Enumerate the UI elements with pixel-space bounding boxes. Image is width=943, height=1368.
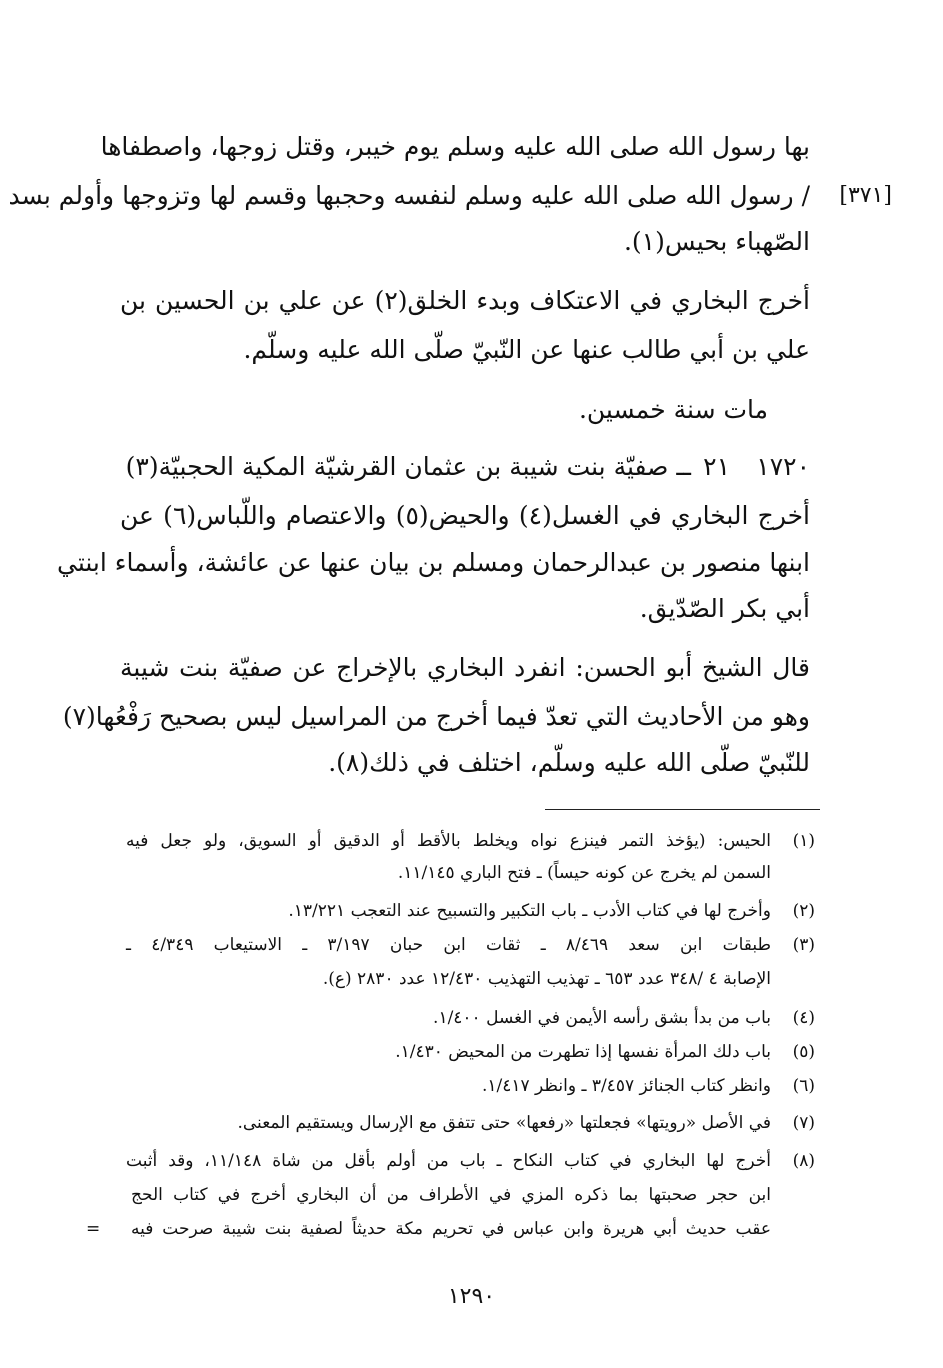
footnote-line: ابن حجر صحبتها بما ذكره المزي في الأطراف من أن البخاري أخرج في كتاب الحج (131, 1185, 771, 1205)
footnote-line: وأخرج لها في كتاب الأدب ـ باب التكبير والتسبيح عند التعجب ١٣/٢٢١. (288, 901, 771, 921)
footnote-number: (٢) (792, 901, 815, 921)
footnote-number: (٦) (792, 1076, 815, 1096)
entry-title: ــ صفيّة بنت شيبة بن عثمان القرشيّة المكية الحجبيّة(٣) (125, 452, 691, 481)
footnote-line: طبقات ابن سعد ٨/٤٦٩ ـ ثقات ابن حبان ٣/١٩٧ ـ الاستيعاب ٤/٣٤٩ ـ (126, 935, 772, 955)
margin-page-reference: [٣٧١] (839, 183, 892, 208)
page-number: ١٢٩٠ (447, 1284, 496, 1309)
footnote-line: باب من بدأ بشق رأسه الأيمن في الغسل ١/٤٠٠. (433, 1008, 771, 1028)
entry-number: ١٧٢٠ (756, 452, 810, 481)
footnote-number: (٨) (792, 1151, 815, 1171)
footnote-line: عقب حديث أبي هريرة وابن عباس في تحريم مكة حديثاً لصفية بنت شيبة صرحت فيه (131, 1219, 771, 1239)
footnote-line: أخرج لها البخاري في كتاب النكاح ـ باب من أولم بأقل من شاة ١١/١٤٨، وقد أثبت (126, 1151, 771, 1171)
footnote-line: في الأصل «رويتها» فجعلتها «رفعها» حتى تتفق مع الإرسال ويستقيم المعنى. (237, 1113, 771, 1133)
body-line: للنّبيّ صلّى الله عليه وسلّم، اختلف في ذلك(٨). (328, 748, 810, 777)
footnote-line: الحيس: (يؤخذ التمر فينزع نواه ويخلط بالأقط أو الدقيق أو السويق، ولو جعل فيه (126, 831, 771, 851)
footnote-separator (545, 809, 820, 810)
body-line: قال الشيخ أبو الحسن: انفرد البخاري بالإخراج عن صفيّة بنت شيبة (120, 653, 810, 682)
footnote-number: (١) (792, 831, 815, 851)
body-line: أخرج البخاري في الاعتكاف وبدء الخلق(٢) عن علي بن الحسين بن (120, 286, 810, 315)
body-line: أبي بكر الصّدّيق. (639, 594, 810, 623)
body-line: مات سنة خمسين. (578, 395, 768, 424)
body-line: الصّهباء بحيس(١). (623, 227, 810, 256)
footnote-line: باب دلك المرأة نفسها إذا تطهرت من المحيض ١/٤٣٠. (395, 1042, 771, 1062)
continuation-mark: = (86, 1219, 101, 1239)
entry-sub-number: ٢١ (703, 452, 730, 481)
footnote-line: وانظر كتاب الجنائز ٣/٤٥٧ ـ وانظر ١/٤١٧. (481, 1076, 771, 1096)
body-line: بها رسول الله صلى الله عليه وسلم يوم خيبر، وقتل زوجها، واصطفاها (100, 132, 810, 161)
body-line: / رسول الله صلى الله عليه وسلم لنفسه وحجبها وقسم لها وتزوجها وأولم بسد (8, 181, 810, 210)
footnote-line: السمن لم يخرج عن كونه حيساً) ـ فتح الباري ١١/١٤٥. (397, 863, 771, 883)
footnote-line: الإصابة ٤ /٣٤٨ عدد ٦٥٣ ـ تهذيب التهذيب ١٢/٤٣٠ عدد ٢٨٣٠ (ع). (322, 969, 771, 989)
footnote-number: (٣) (792, 935, 815, 955)
body-line: علي بن أبي طالب عنها عن النّبيّ صلّى الله عليه وسلّم. (243, 335, 810, 364)
footnote-number: (٧) (792, 1113, 815, 1133)
body-line: وهو من الأحاديث التي تعدّ فيما أخرج من المراسيل ليس بصحيح رَفْعُها(٧) (62, 702, 810, 731)
footnote-number: (٤) (792, 1008, 815, 1028)
body-line: ابنها منصور بن عبدالرحمان ومسلم بن بيان عنها عن عائشة، وأسماء ابنتي (56, 548, 810, 577)
body-line: أخرج البخاري في الغسل(٤) والحيض(٥) والاعتصام واللّباس(٦) عن (120, 501, 811, 530)
footnote-number: (٥) (792, 1042, 815, 1062)
